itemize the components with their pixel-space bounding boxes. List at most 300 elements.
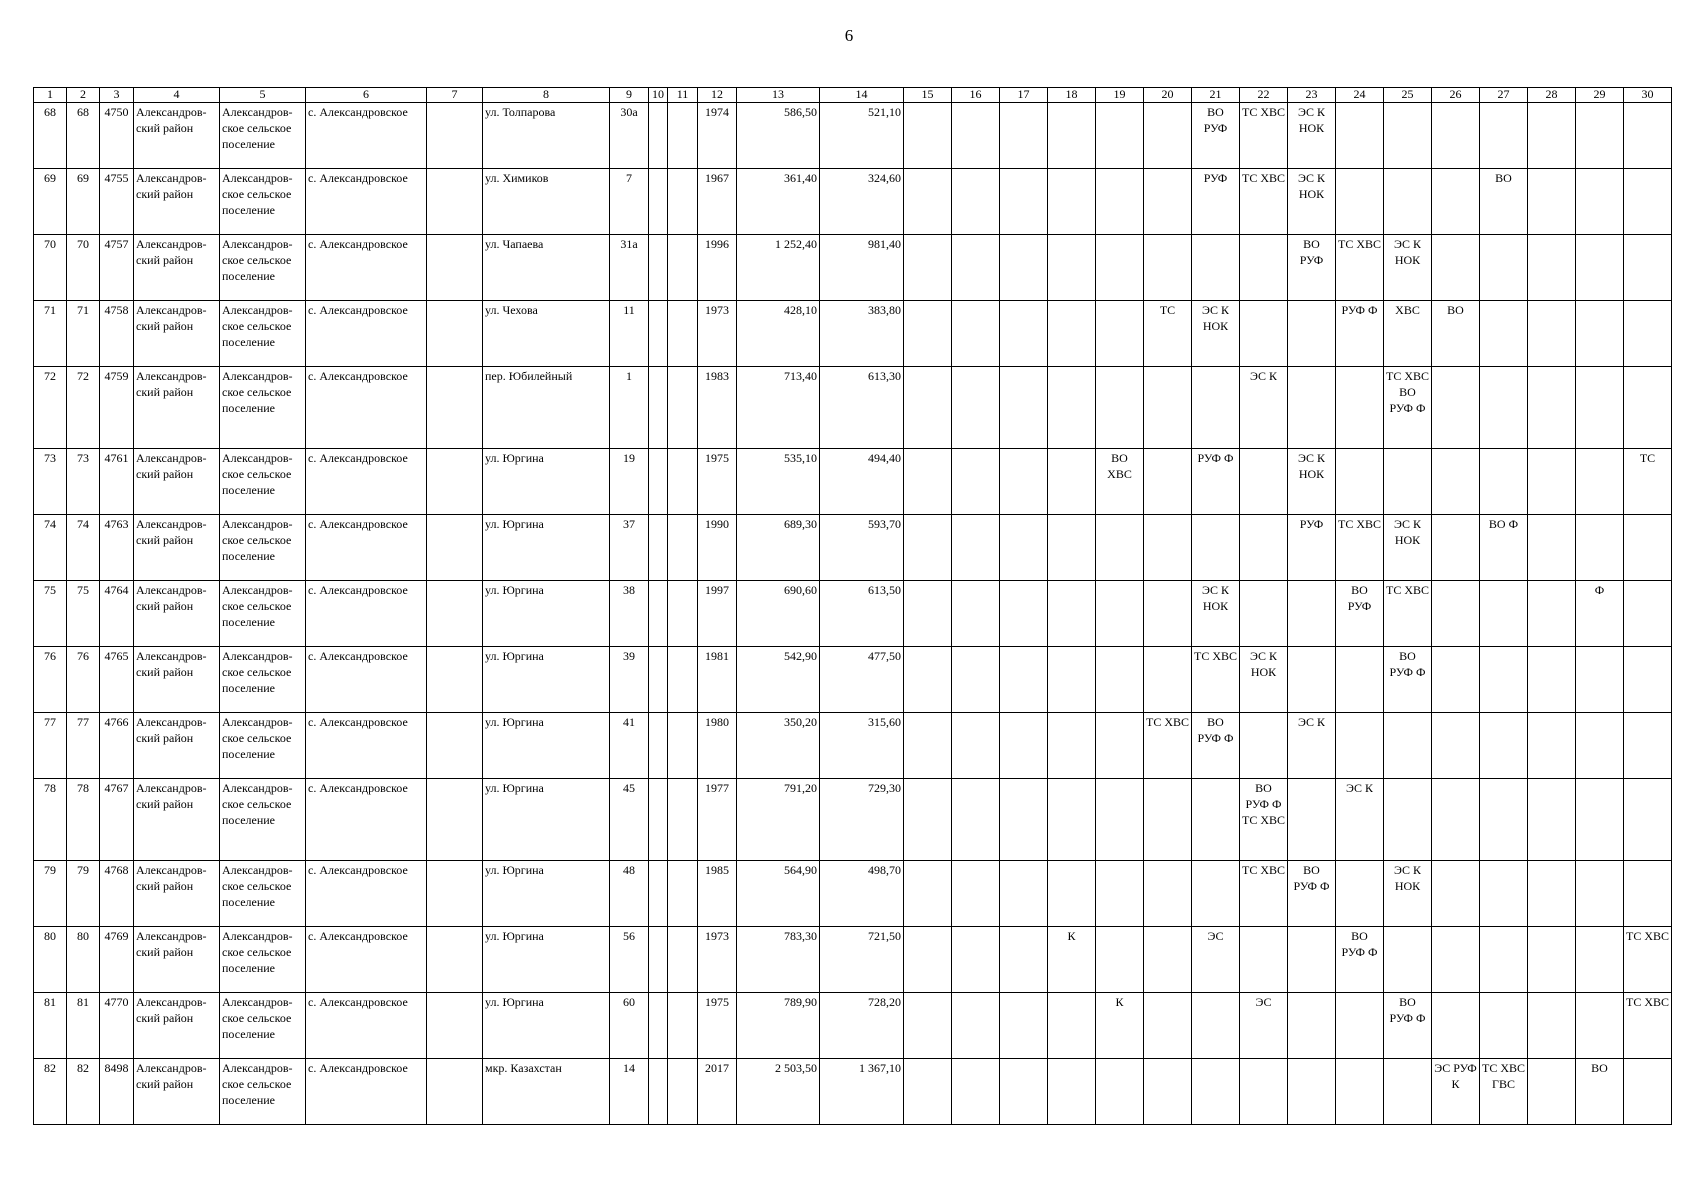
- service-cell-25: [1384, 713, 1432, 779]
- column-7-cell: [427, 993, 483, 1059]
- locality-cell: с. Александровское: [306, 367, 427, 449]
- row-number-2: 81: [67, 993, 100, 1059]
- service-cell-21: [1192, 993, 1240, 1059]
- column-7-cell: [427, 927, 483, 993]
- total-area-cell: 690,60: [737, 581, 820, 647]
- service-cell-27: [1480, 581, 1528, 647]
- column-7-cell: [427, 103, 483, 169]
- service-cell-21: [1192, 515, 1240, 581]
- service-cell-24: [1336, 993, 1384, 1059]
- service-cell-27: [1480, 647, 1528, 713]
- service-cell-29: [1576, 779, 1624, 861]
- service-cell-30: [1624, 301, 1672, 367]
- service-cell-17: [1000, 581, 1048, 647]
- column-header: 18: [1048, 88, 1096, 103]
- table-row: [34, 169, 1672, 235]
- service-cell-27: [1480, 927, 1528, 993]
- service-cell-19: [1096, 1059, 1144, 1125]
- service-cell-25: ЭС К НОК: [1384, 235, 1432, 301]
- object-code: 4768: [100, 861, 134, 927]
- service-cell-30: [1624, 103, 1672, 169]
- row-number-2: 82: [67, 1059, 100, 1125]
- service-cell-16: [952, 169, 1000, 235]
- service-cell-17: [1000, 235, 1048, 301]
- column-header: 23: [1288, 88, 1336, 103]
- service-cell-17: [1000, 861, 1048, 927]
- service-cell-21: ЭС К НОК: [1192, 581, 1240, 647]
- service-cell-26: [1432, 103, 1480, 169]
- service-cell-18: [1048, 1059, 1096, 1125]
- settlement-cell: Александров-ское сельское поселение: [220, 169, 306, 235]
- service-cell-23: [1288, 993, 1336, 1059]
- service-cell-25: ЭС К НОК: [1384, 515, 1432, 581]
- service-cell-28: [1528, 581, 1576, 647]
- row-number-2: 79: [67, 861, 100, 927]
- house-number-cell: 45: [610, 779, 649, 861]
- row-number: 78: [34, 779, 67, 861]
- district-cell: Александров-ский район: [134, 103, 220, 169]
- column-10-cell: [649, 581, 668, 647]
- living-area-cell: 981,40: [820, 235, 904, 301]
- house-number-cell: 38: [610, 581, 649, 647]
- service-cell-19: [1096, 103, 1144, 169]
- service-cell-20: ТС ХВС: [1144, 713, 1192, 779]
- service-cell-16: [952, 713, 1000, 779]
- service-cell-22: [1240, 449, 1288, 515]
- street-cell: пер. Юбилейный: [483, 367, 610, 449]
- column-10-cell: [649, 713, 668, 779]
- house-number-cell: 30а: [610, 103, 649, 169]
- service-cell-25: ЭС К НОК: [1384, 861, 1432, 927]
- service-cell-18: К: [1048, 927, 1096, 993]
- service-cell-19: [1096, 861, 1144, 927]
- settlement-cell: Александров-ское сельское поселение: [220, 927, 306, 993]
- district-cell: Александров-ский район: [134, 235, 220, 301]
- service-cell-23: ЭС К НОК: [1288, 103, 1336, 169]
- column-11-cell: [668, 449, 698, 515]
- service-cell-28: [1528, 647, 1576, 713]
- service-cell-16: [952, 301, 1000, 367]
- service-cell-17: [1000, 1059, 1048, 1125]
- house-number-cell: 19: [610, 449, 649, 515]
- row-number: 70: [34, 235, 67, 301]
- column-header: 6: [306, 88, 427, 103]
- service-cell-23: ЭС К: [1288, 713, 1336, 779]
- column-7-cell: [427, 367, 483, 449]
- service-cell-20: [1144, 927, 1192, 993]
- locality-cell: с. Александровское: [306, 861, 427, 927]
- table-row: [34, 235, 1672, 301]
- settlement-cell: Александров-ское сельское поселение: [220, 515, 306, 581]
- service-cell-28: [1528, 235, 1576, 301]
- row-number-2: 78: [67, 779, 100, 861]
- service-cell-25: ХВС: [1384, 301, 1432, 367]
- column-11-cell: [668, 779, 698, 861]
- table-row: [34, 581, 1672, 647]
- year-cell: 1973: [698, 927, 737, 993]
- service-cell-27: [1480, 993, 1528, 1059]
- service-cell-17: [1000, 367, 1048, 449]
- living-area-cell: 315,60: [820, 713, 904, 779]
- table-row: [34, 449, 1672, 515]
- object-code: 4755: [100, 169, 134, 235]
- column-7-cell: [427, 1059, 483, 1125]
- column-header: 25: [1384, 88, 1432, 103]
- total-area-cell: 789,90: [737, 993, 820, 1059]
- service-cell-27: [1480, 103, 1528, 169]
- service-cell-20: [1144, 515, 1192, 581]
- service-cell-18: [1048, 993, 1096, 1059]
- street-cell: мкр. Казахстан: [483, 1059, 610, 1125]
- service-cell-18: [1048, 713, 1096, 779]
- total-area-cell: 689,30: [737, 515, 820, 581]
- service-cell-25: [1384, 1059, 1432, 1125]
- column-7-cell: [427, 581, 483, 647]
- service-cell-17: [1000, 301, 1048, 367]
- living-area-cell: 521,10: [820, 103, 904, 169]
- house-number-cell: 11: [610, 301, 649, 367]
- service-cell-26: [1432, 861, 1480, 927]
- service-cell-17: [1000, 169, 1048, 235]
- service-cell-29: Ф: [1576, 581, 1624, 647]
- service-cell-28: [1528, 169, 1576, 235]
- service-cell-15: [904, 1059, 952, 1125]
- locality-cell: с. Александровское: [306, 515, 427, 581]
- service-cell-21: [1192, 235, 1240, 301]
- row-number-2: 72: [67, 367, 100, 449]
- service-cell-21: [1192, 861, 1240, 927]
- service-cell-29: [1576, 103, 1624, 169]
- year-cell: 1974: [698, 103, 737, 169]
- service-cell-25: ТС ХВС: [1384, 581, 1432, 647]
- service-cell-23: ЭС К НОК: [1288, 169, 1336, 235]
- street-cell: ул. Юргина: [483, 927, 610, 993]
- service-cell-23: [1288, 301, 1336, 367]
- service-cell-16: [952, 515, 1000, 581]
- table-row: [34, 861, 1672, 927]
- service-cell-16: [952, 103, 1000, 169]
- total-area-cell: 542,90: [737, 647, 820, 713]
- total-area-cell: 783,30: [737, 927, 820, 993]
- row-number-2: 69: [67, 169, 100, 235]
- column-header: 9: [610, 88, 649, 103]
- total-area-cell: 564,90: [737, 861, 820, 927]
- service-cell-19: [1096, 713, 1144, 779]
- street-cell: ул. Юргина: [483, 581, 610, 647]
- settlement-cell: Александров-ское сельское поселение: [220, 713, 306, 779]
- house-number-cell: 41: [610, 713, 649, 779]
- service-cell-21: ЭС К НОК: [1192, 301, 1240, 367]
- total-area-cell: 791,20: [737, 779, 820, 861]
- service-cell-28: [1528, 713, 1576, 779]
- house-number-cell: 31а: [610, 235, 649, 301]
- service-cell-16: [952, 779, 1000, 861]
- row-number: 76: [34, 647, 67, 713]
- living-area-cell: 477,50: [820, 647, 904, 713]
- street-cell: ул. Толпарова: [483, 103, 610, 169]
- column-11-cell: [668, 515, 698, 581]
- service-cell-30: [1624, 713, 1672, 779]
- column-header: 13: [737, 88, 820, 103]
- service-cell-15: [904, 235, 952, 301]
- service-cell-16: [952, 1059, 1000, 1125]
- object-code: 4767: [100, 779, 134, 861]
- service-cell-25: [1384, 169, 1432, 235]
- service-cell-18: [1048, 301, 1096, 367]
- service-cell-23: [1288, 779, 1336, 861]
- column-10-cell: [649, 647, 668, 713]
- service-cell-22: ЭС: [1240, 993, 1288, 1059]
- service-cell-22: [1240, 301, 1288, 367]
- settlement-cell: Александров-ское сельское поселение: [220, 779, 306, 861]
- house-number-cell: 14: [610, 1059, 649, 1125]
- service-cell-21: РУФ: [1192, 169, 1240, 235]
- service-cell-15: [904, 367, 952, 449]
- service-cell-30: [1624, 779, 1672, 861]
- district-cell: Александров-ский район: [134, 449, 220, 515]
- column-11-cell: [668, 993, 698, 1059]
- street-cell: ул. Юргина: [483, 713, 610, 779]
- service-cell-15: [904, 993, 952, 1059]
- row-number: 81: [34, 993, 67, 1059]
- object-code: 8498: [100, 1059, 134, 1125]
- service-cell-16: [952, 367, 1000, 449]
- service-cell-30: [1624, 861, 1672, 927]
- service-cell-25: ТС ХВС ВО РУФ Ф: [1384, 367, 1432, 449]
- column-10-cell: [649, 861, 668, 927]
- house-number-cell: 60: [610, 993, 649, 1059]
- column-10-cell: [649, 235, 668, 301]
- year-cell: 1981: [698, 647, 737, 713]
- column-header: 4: [134, 88, 220, 103]
- district-cell: Александров-ский район: [134, 301, 220, 367]
- service-cell-20: [1144, 779, 1192, 861]
- year-cell: 1980: [698, 713, 737, 779]
- year-cell: 1997: [698, 581, 737, 647]
- locality-cell: с. Александровское: [306, 449, 427, 515]
- column-11-cell: [668, 235, 698, 301]
- service-cell-19: [1096, 169, 1144, 235]
- service-cell-18: [1048, 779, 1096, 861]
- service-cell-25: [1384, 927, 1432, 993]
- service-cell-27: [1480, 301, 1528, 367]
- service-cell-24: [1336, 861, 1384, 927]
- row-number: 72: [34, 367, 67, 449]
- column-11-cell: [668, 861, 698, 927]
- service-cell-22: [1240, 235, 1288, 301]
- service-cell-20: ТС: [1144, 301, 1192, 367]
- column-10-cell: [649, 1059, 668, 1125]
- column-header: 17: [1000, 88, 1048, 103]
- column-header: 1: [34, 88, 67, 103]
- service-cell-20: [1144, 861, 1192, 927]
- table-row: [34, 103, 1672, 169]
- table-row: [34, 1059, 1672, 1125]
- row-number-2: 75: [67, 581, 100, 647]
- service-cell-15: [904, 169, 952, 235]
- service-cell-26: ВО: [1432, 301, 1480, 367]
- total-area-cell: 2 503,50: [737, 1059, 820, 1125]
- district-cell: Александров-ский район: [134, 367, 220, 449]
- service-cell-30: [1624, 169, 1672, 235]
- table-body: [34, 103, 1672, 1125]
- service-cell-22: ТС ХВС: [1240, 861, 1288, 927]
- column-10-cell: [649, 449, 668, 515]
- service-cell-15: [904, 713, 952, 779]
- service-cell-29: [1576, 449, 1624, 515]
- service-cell-17: [1000, 927, 1048, 993]
- locality-cell: с. Александровское: [306, 1059, 427, 1125]
- row-number: 79: [34, 861, 67, 927]
- settlement-cell: Александров-ское сельское поселение: [220, 1059, 306, 1125]
- service-cell-28: [1528, 103, 1576, 169]
- service-cell-18: [1048, 861, 1096, 927]
- service-cell-21: ВО РУФ Ф: [1192, 713, 1240, 779]
- service-cell-20: [1144, 993, 1192, 1059]
- total-area-cell: 713,40: [737, 367, 820, 449]
- locality-cell: с. Александровское: [306, 993, 427, 1059]
- settlement-cell: Александров-ское сельское поселение: [220, 235, 306, 301]
- service-cell-16: [952, 927, 1000, 993]
- service-cell-30: ТС ХВС: [1624, 927, 1672, 993]
- service-cell-29: [1576, 235, 1624, 301]
- district-cell: Александров-ский район: [134, 861, 220, 927]
- settlement-cell: Александров-ское сельское поселение: [220, 367, 306, 449]
- row-number: 68: [34, 103, 67, 169]
- service-cell-22: [1240, 581, 1288, 647]
- object-code: 4757: [100, 235, 134, 301]
- service-cell-20: [1144, 367, 1192, 449]
- year-cell: 1973: [698, 301, 737, 367]
- total-area-cell: 1 252,40: [737, 235, 820, 301]
- service-cell-24: ВО РУФ Ф: [1336, 927, 1384, 993]
- district-cell: Александров-ский район: [134, 993, 220, 1059]
- column-header: 28: [1528, 88, 1576, 103]
- service-cell-27: ВО Ф: [1480, 515, 1528, 581]
- table-row: [34, 301, 1672, 367]
- service-cell-27: ВО: [1480, 169, 1528, 235]
- row-number-2: 71: [67, 301, 100, 367]
- service-cell-18: [1048, 103, 1096, 169]
- service-cell-29: [1576, 515, 1624, 581]
- living-area-cell: 728,20: [820, 993, 904, 1059]
- living-area-cell: 613,30: [820, 367, 904, 449]
- service-cell-27: [1480, 713, 1528, 779]
- service-cell-25: [1384, 449, 1432, 515]
- column-header: 10: [649, 88, 668, 103]
- service-cell-27: ТС ХВС ГВС: [1480, 1059, 1528, 1125]
- column-11-cell: [668, 301, 698, 367]
- service-cell-21: [1192, 367, 1240, 449]
- column-11-cell: [668, 581, 698, 647]
- table-row: [34, 515, 1672, 581]
- service-cell-24: ТС ХВС: [1336, 515, 1384, 581]
- service-cell-19: ВО ХВС: [1096, 449, 1144, 515]
- service-cell-23: [1288, 1059, 1336, 1125]
- column-10-cell: [649, 515, 668, 581]
- settlement-cell: Александров-ское сельское поселение: [220, 103, 306, 169]
- service-cell-23: ВО РУФ Ф: [1288, 861, 1336, 927]
- service-cell-20: [1144, 103, 1192, 169]
- service-cell-19: К: [1096, 993, 1144, 1059]
- column-header: 14: [820, 88, 904, 103]
- service-cell-17: [1000, 515, 1048, 581]
- table-row: [34, 713, 1672, 779]
- row-number-2: 73: [67, 449, 100, 515]
- locality-cell: с. Александровское: [306, 581, 427, 647]
- service-cell-28: [1528, 515, 1576, 581]
- district-cell: Александров-ский район: [134, 779, 220, 861]
- year-cell: 1967: [698, 169, 737, 235]
- column-header: 26: [1432, 88, 1480, 103]
- year-cell: 1985: [698, 861, 737, 927]
- service-cell-17: [1000, 779, 1048, 861]
- row-number: 77: [34, 713, 67, 779]
- service-cell-22: ТС ХВС: [1240, 103, 1288, 169]
- service-cell-22: ЭС К НОК: [1240, 647, 1288, 713]
- service-cell-30: [1624, 647, 1672, 713]
- service-cell-19: [1096, 515, 1144, 581]
- total-area-cell: 535,10: [737, 449, 820, 515]
- service-cell-20: [1144, 235, 1192, 301]
- living-area-cell: 494,40: [820, 449, 904, 515]
- service-cell-29: [1576, 993, 1624, 1059]
- street-cell: ул. Чехова: [483, 301, 610, 367]
- year-cell: 1977: [698, 779, 737, 861]
- living-area-cell: 721,50: [820, 927, 904, 993]
- district-cell: Александров-ский район: [134, 515, 220, 581]
- service-cell-24: ВО РУФ: [1336, 581, 1384, 647]
- service-cell-26: [1432, 713, 1480, 779]
- service-cell-26: [1432, 169, 1480, 235]
- row-number-2: 80: [67, 927, 100, 993]
- service-cell-28: [1528, 301, 1576, 367]
- column-header: 29: [1576, 88, 1624, 103]
- street-cell: ул. Чапаева: [483, 235, 610, 301]
- service-cell-24: [1336, 169, 1384, 235]
- service-cell-28: [1528, 367, 1576, 449]
- service-cell-18: [1048, 449, 1096, 515]
- year-cell: 1975: [698, 449, 737, 515]
- locality-cell: с. Александровское: [306, 713, 427, 779]
- service-cell-26: [1432, 515, 1480, 581]
- service-cell-17: [1000, 713, 1048, 779]
- service-cell-28: [1528, 861, 1576, 927]
- house-number-cell: 7: [610, 169, 649, 235]
- service-cell-21: РУФ Ф: [1192, 449, 1240, 515]
- service-cell-18: [1048, 581, 1096, 647]
- object-code: 4766: [100, 713, 134, 779]
- row-number: 73: [34, 449, 67, 515]
- service-cell-16: [952, 647, 1000, 713]
- settlement-cell: Александров-ское сельское поселение: [220, 581, 306, 647]
- district-cell: Александров-ский район: [134, 581, 220, 647]
- living-area-cell: 1 367,10: [820, 1059, 904, 1125]
- service-cell-29: [1576, 169, 1624, 235]
- street-cell: ул. Юргина: [483, 861, 610, 927]
- district-cell: Александров-ский район: [134, 713, 220, 779]
- service-cell-21: [1192, 1059, 1240, 1125]
- row-number-2: 70: [67, 235, 100, 301]
- locality-cell: с. Александровское: [306, 301, 427, 367]
- service-cell-21: ЭС: [1192, 927, 1240, 993]
- service-cell-20: [1144, 1059, 1192, 1125]
- district-cell: Александров-ский район: [134, 1059, 220, 1125]
- house-number-cell: 1: [610, 367, 649, 449]
- year-cell: 1983: [698, 367, 737, 449]
- row-number-2: 77: [67, 713, 100, 779]
- service-cell-26: [1432, 581, 1480, 647]
